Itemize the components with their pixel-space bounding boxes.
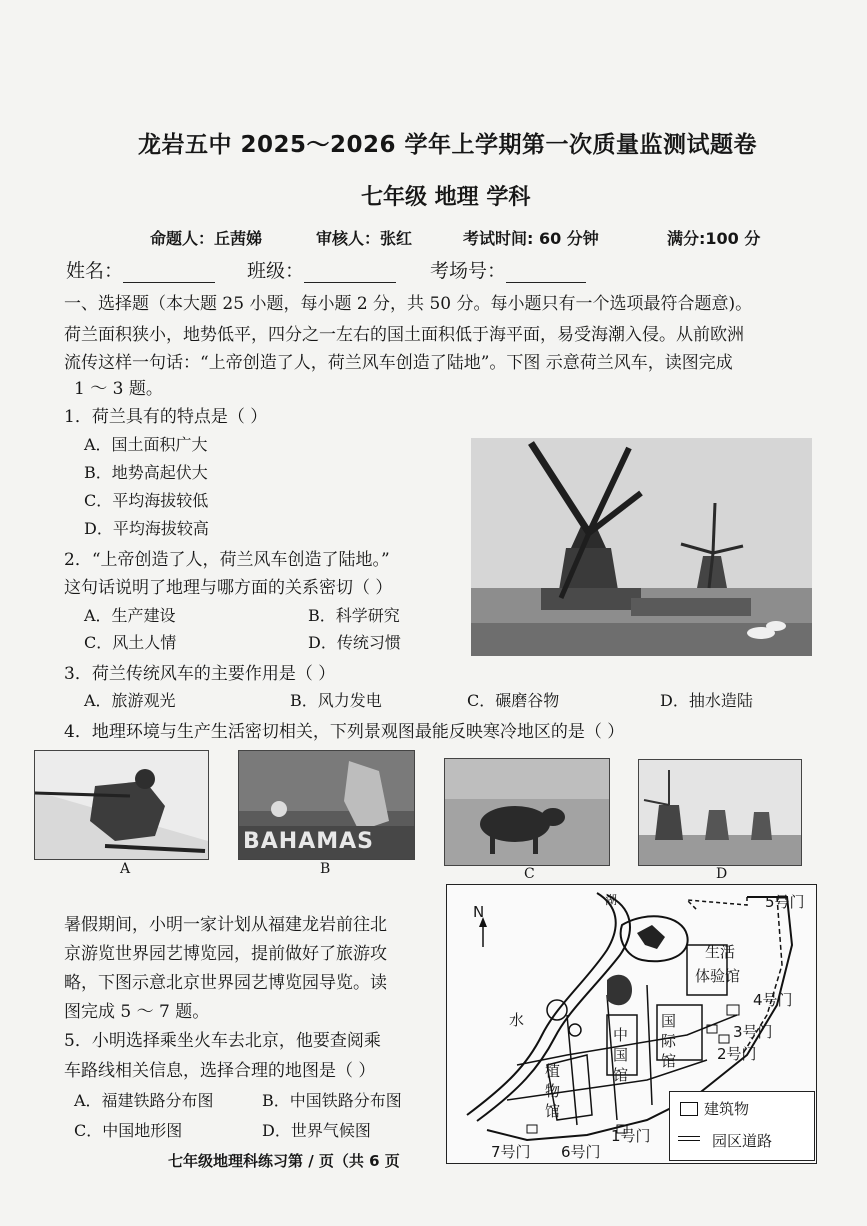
gate-5-label: 5号门 [765,893,805,911]
section-heading: 一、选择题（本大题 25 小题，每小题 2 分，共 50 分。每小题只有一个选项最符合题意)。 [64,294,753,314]
author-info: 命题人：丘茜娣 [150,229,263,248]
legend-building-label: 建筑物 [704,1100,750,1118]
legend-road-label: 园区道路 [712,1132,773,1150]
q4-caption-d: D [716,866,728,882]
room-field-row [430,256,586,283]
room-label: 考场号： [430,260,507,282]
gate-2-label: 2号门 [717,1045,757,1063]
expo-guide-map [446,884,817,1164]
gate-6-label: 6号门 [561,1143,601,1161]
legend-road-icon-line2 [678,1140,700,1141]
q2-stem-line-2: 这句话说明了地理与哪方面的关系密切（ ） [64,578,393,598]
q3-option-b[interactable]: B．风力发电 [290,691,382,710]
life-hall-label-2: 体验馆 [695,967,741,985]
reviewer-info: 审核人：张红 [316,229,413,248]
legend-building-icon [680,1102,698,1116]
q5-option-a[interactable]: A．福建铁路分布图 [74,1091,214,1110]
q4-caption-c: C [524,866,535,882]
passage2-line-3: 略，下图示意北京世界园艺博览园导览。读 [64,973,387,993]
legend-road-icon [678,1136,700,1137]
photo-b-text: BAHAMAS [243,829,374,854]
intro-line-1: 荷兰面积狭小，地势低平，四分之一左右的国土面积低于海平面，易受海潮入侵。从前欧洲 [64,325,744,345]
class-blank[interactable] [304,264,396,283]
q2-option-b[interactable]: B．科学研究 [308,606,400,625]
map-legend [669,1091,815,1161]
gate-1-label: 1号门 [611,1127,651,1145]
q4-caption-b: B [320,861,331,877]
q4-photo-a-skier[interactable] [34,750,209,860]
gate-3-label: 3号门 [733,1023,773,1041]
water-label: 水 [509,1011,525,1029]
q2-option-d[interactable]: D．传统习惯 [308,633,401,652]
room-blank[interactable] [506,264,586,283]
north-label: N [473,903,485,921]
windmill-photo [471,438,812,656]
name-blank[interactable] [123,264,215,283]
intro-line-3: 1 ～ 3 题。 [74,379,163,399]
exam-title: 龙岩五中 2025～2026 学年上学期第一次质量监测试题卷 [138,132,758,158]
intro-line-2: 流传这样一句话：“上帝创造了人，荷兰风车创造了陆地”。下图 示意荷兰风车，读图完成 [64,353,733,373]
passage2-line-4: 图完成 5 ～ 7 题。 [64,1002,210,1022]
exam-time: 考试时间: 60 分钟 [463,229,599,248]
q5-option-c[interactable]: C．中国地形图 [74,1121,183,1140]
q3-option-d[interactable]: D．抽水造陆 [660,691,753,710]
q4-photo-c-bull[interactable] [444,758,610,866]
q5-option-b[interactable]: B．中国铁路分布图 [262,1091,402,1110]
q3-option-c[interactable]: C．碾磨谷物 [467,691,560,710]
passage2-line-1: 暑假期间，小明一家计划从福建龙岩前往北 [64,915,387,935]
q1-stem: 1．荷兰具有的特点是（ ） [64,407,268,427]
lake-label: 湖 [605,893,618,907]
passage2-line-2: 京游览世界园艺博览园，提前做好了旅游攻 [64,944,387,964]
china-hall-label: 中国馆 [613,1026,629,1084]
gate-4-label: 4号门 [753,991,793,1009]
q5-option-d[interactable]: D．世界气候图 [262,1121,371,1140]
q4-caption-a: A [120,861,131,877]
name-field-row [66,256,215,283]
q4-photo-d-windmills[interactable] [638,759,802,866]
q1-option-c[interactable]: C．平均海拔较低 [84,491,209,510]
class-label: 班级： [247,260,305,282]
q1-option-a[interactable]: A．国土面积广大 [84,435,208,454]
q2-stem-line-1: 2．“上帝创造了人，荷兰风车创造了陆地。” [64,550,390,570]
class-field-row [247,256,396,283]
q3-option-a[interactable]: A．旅游观光 [84,691,176,710]
q2-option-c[interactable]: C．风土人情 [84,633,177,652]
q4-stem: 4．地理环境与生产生活密切相关，下列景观图最能反映寒冷地区的是（ ） [64,722,625,742]
life-hall-label-1: 生活 [705,943,736,961]
full-score: 满分:100 分 [667,229,761,248]
name-label: 姓名： [66,260,124,282]
q2-option-a[interactable]: A．生产建设 [84,606,176,625]
q5-stem-line-1: 5．小明选择乘坐火车去北京，他要查阅乘 [64,1031,381,1051]
q4-photo-b-bahamas[interactable] [238,750,415,860]
plant-hall-label: 植物馆 [545,1062,561,1120]
subject-title: 七年级 地理 学科 [361,185,531,210]
q5-stem-line-2: 车路线相关信息，选择合理的地图是（ ） [64,1061,376,1081]
page-footer: 七年级地理科练习第 / 页（共 6 页 [168,1152,400,1170]
q1-option-b[interactable]: B．地势高起伏大 [84,463,208,482]
gate-7-label: 7号门 [491,1143,531,1161]
q1-option-d[interactable]: D．平均海拔较高 [84,519,209,538]
q3-stem: 3．荷兰传统风车的主要作用是（ ） [64,664,336,684]
intl-hall-label: 国际馆 [661,1012,677,1070]
